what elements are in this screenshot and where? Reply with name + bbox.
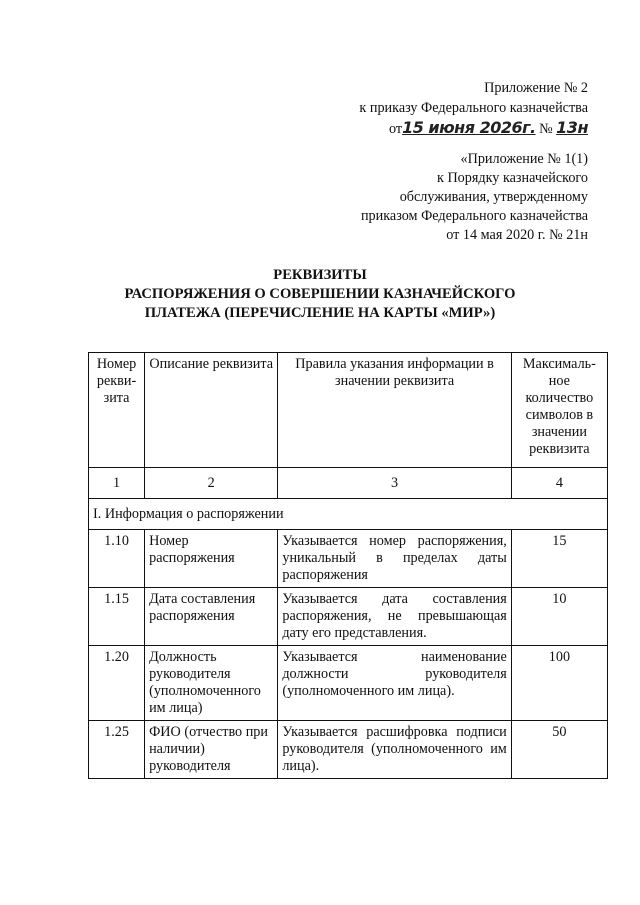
- appendix-number: Приложение № 2: [484, 80, 588, 96]
- handwritten-date: 15 июня 2026г.: [402, 118, 536, 137]
- appendix-quote-block: [361, 150, 588, 245]
- row-number: 1.20: [89, 646, 145, 721]
- header-rules: Правила указания информации в значении реквизита: [278, 353, 511, 468]
- row-max-chars: 10: [511, 588, 607, 646]
- handwritten-number: 13н: [556, 118, 588, 137]
- appendix-header: [359, 78, 588, 139]
- section-row: [89, 499, 608, 530]
- row-description: Должность руководителя (уполномоченного им лица): [145, 646, 278, 721]
- row-description: Дата составления распоряжения: [145, 588, 278, 646]
- quote-line-2: к Порядку казначейского: [437, 170, 588, 186]
- row-rule: Указывается дата составления распоряжения, не превышающая дату его представления.: [278, 588, 511, 646]
- row-number: 1.15: [89, 588, 145, 646]
- row-rule: Указывается наименование должности руководителя (уполномоченного им лица).: [278, 646, 511, 721]
- document-title: [0, 266, 640, 323]
- number-prefix: №: [539, 121, 553, 137]
- from-prefix: от: [388, 121, 403, 137]
- header-number: Номер рекви-зита: [89, 353, 145, 468]
- row-number: 1.10: [89, 530, 145, 588]
- row-rule: Указывается номер распоряжения, уникальный в пределах даты распоряжения: [278, 530, 511, 588]
- row-description: Номер распоряжения: [145, 530, 278, 588]
- requisites-table: [88, 352, 608, 779]
- row-rule: Указывается расшифровка подписи руководителя (уполномоченного им лица).: [278, 721, 511, 779]
- table-header-row: [89, 353, 608, 468]
- appendix-order-ref: к приказу Федерального казначейства: [359, 100, 588, 116]
- title-line-1: РЕКВИЗИТЫ: [273, 267, 367, 283]
- quote-line-4: приказом Федерального казначейства: [360, 208, 588, 224]
- title-line-2: РАСПОРЯЖЕНИЯ О СОВЕРШЕНИИ КАЗНАЧЕЙСКОГО: [124, 286, 516, 302]
- quote-line-1: «Приложение № 1(1): [460, 151, 588, 167]
- row-max-chars: 50: [511, 721, 607, 779]
- row-description: ФИО (отчество при наличии) руководителя: [145, 721, 278, 779]
- appendix-date-line: [359, 118, 588, 139]
- col-number-3: 3: [278, 468, 511, 499]
- col-number-2: 2: [145, 468, 278, 499]
- table-row: [89, 588, 608, 646]
- quote-line-5: от 14 мая 2020 г. № 21н: [446, 227, 588, 243]
- section-title: I. Информация о распоряжении: [89, 499, 608, 530]
- table-row: [89, 530, 608, 588]
- header-description: Описание реквизита: [145, 353, 278, 468]
- row-max-chars: 15: [511, 530, 607, 588]
- table-row: [89, 721, 608, 779]
- table-row: [89, 646, 608, 721]
- row-number: 1.25: [89, 721, 145, 779]
- col-number-4: 4: [511, 468, 607, 499]
- col-number-1: 1: [89, 468, 145, 499]
- row-max-chars: 100: [511, 646, 607, 721]
- title-line-3: ПЛАТЕЖА (ПЕРЕЧИСЛЕНИЕ НА КАРТЫ «МИР»): [144, 305, 496, 321]
- column-number-row: [89, 468, 608, 499]
- quote-line-3: обслуживания, утвержденному: [399, 189, 588, 205]
- header-max-chars: Максималь-ное количество символов в значении реквизита: [511, 353, 607, 468]
